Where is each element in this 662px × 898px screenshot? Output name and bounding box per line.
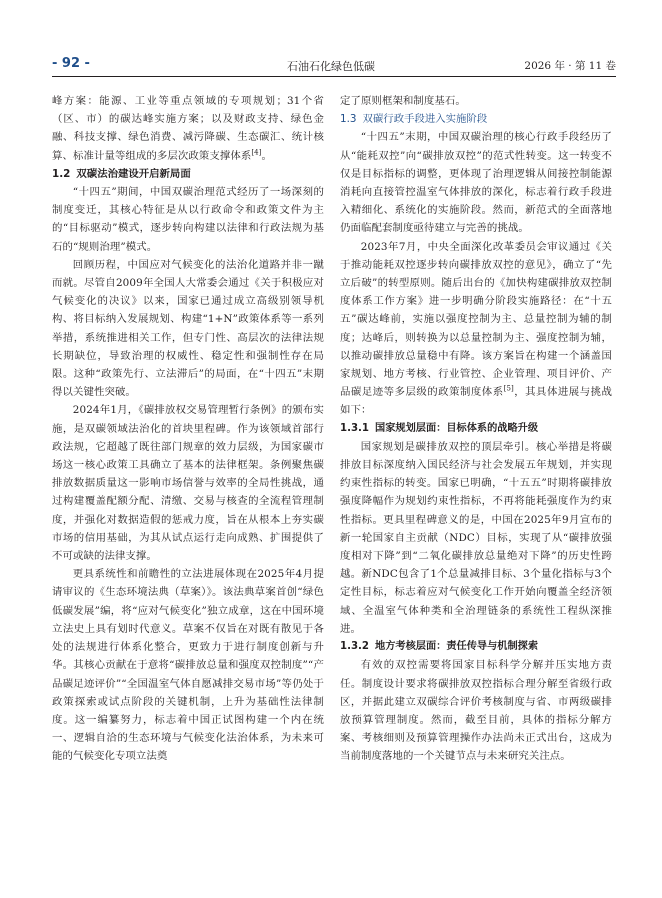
- header-divider: [52, 76, 616, 77]
- citation-ref[interactable]: [4]: [251, 148, 262, 157]
- paragraph: 更具系统性和前瞻性的立法进展体现在2025年4月提请审议的《生态环境法典（草案）》。该法典草案首创“绿色低碳发展”编，将“应对气候变化”独立成章，这在中国环境立法史上具有划时代意义。草案不仅旨在对既有散见于各处的法规进行体系化整合，更致力于进行制度创新与升华。其核心贡献在于意将“碳排放总量和强度双控制度”“产品碳足迹评价”“全国温室气体自愿减排交易市场”等仍处于政策探索或试点阶段的关键机制，上升为基础性法律制度。这一编纂努力，标志着中国正试图构建一个内在统一、逻辑自洽的生态环境与气候变化法治体系，为未来可能的气候变化专项立法奠: [52, 568, 324, 763]
- page-number: - 92 -: [52, 56, 90, 71]
- paragraph: 2023年7月，中央全面深化改革委员会审议通过《关于推动能耗双控逐步转向碳排放双控的意见》，确立了“先立后破”的转型原则。随后出台的《加快构建碳排放双控制度体系工作方案》进一步明确分阶段实施路径：在“十五五”碳达峰前，实施以强度控制为主、总量控制为辅的制度；达峰后，则转换为以总量控制为主、强度控制为辅，以推动碳排放总量稳中有降。该方案旨在构建一个涵盖国家规划、地方考核、行业管控、企业管理、项目评价、产品碳足迹等多层级的政策制度体系[5]，其具体进展与挑战如下：: [340, 240, 612, 417]
- paragraph: 2024年1月，《碳排放权交易管理暂行条例》的颁布实施，是双碳领域法治化的首块里程碑。作为该领域首部行政法规，它超越了既往部门规章的效力层级，为国家碳市场这一核心政策工具确立了基本的法律框架。条例聚焦碳排放数据质量这一影响市场信誉与效率的全局性挑战，通过构建覆盖配额分配、清缴、交易与核查的全流程管理制度，并强化对数据造假的惩戒力度，旨在从根本上夯实碳市场的信用基础，为其从试点运行走向成熟、扩围提供了不可或缺的法律支撑。: [52, 404, 324, 563]
- paragraph: 回顾历程，中国应对气候变化的法治化道路并非一蹴而就。尽管自2009年全国人大常委会通过《关于积极应对气候变化的决议》以来，国家已通过成立高级别领导机构、将目标纳入发展规划、构建“1+N”政策体系等一系列举措，系统推进相关工作，但专门性、高层次的法律法规长期缺位，导致治理的权威性、稳定性和强制性存在局限。这种“政策先行、立法滞后”的局面，在“十四五”末期得以关键性突破。: [52, 258, 324, 399]
- paragraph: 国家规划是碳排放双控的顶层牵引。核心举措是将碳排放目标深度纳入国民经济与社会发展五年规划，并实现约束性指标的转变。国家已明确，“十五五”时期将碳排放强度降幅作为规划约束性指标，不再将能耗强度作为约束性指标。更具里程碑意义的是，中国在2025年9月宣布的新一轮国家自主贡献（NDC）目标，实现了从“碳排放强度相对下降”到“二氧化碳排放总量绝对下降”的历史性跨越。新NDC包含了1个总量减排目标、3个量化指标与3个定性目标，标志着应对气候变化工作开始向覆盖全经济领域、全温室气体种类和全治理链条的系统性工程纵深推进。: [340, 440, 612, 635]
- section-heading-1-3: 1.3 双碳行政手段进入实施阶段: [340, 113, 488, 126]
- left-column: [52, 92, 324, 766]
- paragraph: “十四五”期间，中国双碳治理范式经历了一场深刻的制度变迁，其核心特征是从以行政命令和政策文件为主的“目标驱动”模式，逐步转向构建以法律和行政法规为基石的“规则治理”模式。: [52, 186, 324, 253]
- paragraph: 峰方案：能源、工业等重点领域的专项规划；31个省（区、市）的碳达峰实施方案；以及财政支持、绿色金融、科技支撑、绿色消费、减污降碳、生态碳汇、统计核算、标准计量等组成的多层次政策支撑体系[4]。: [52, 95, 324, 162]
- section-heading-1-2: 1.2 双碳法治建设开启新局面: [52, 167, 191, 180]
- right-column: [340, 92, 612, 766]
- journal-title: 石油石化绿色低碳: [287, 60, 375, 73]
- paragraph: 有效的双控需要将国家目标科学分解并压实地方责任。制度设计要求将碳排放双控指标合理分解至省级行政区，并据此建立双碳综合评价考核制度与省、市两级碳排放预算管理制度。然而，截至目前，具体的指标分解方案、考核细则及预算管理操作办法尚未正式出台，这成为当前制度落地的一个关键节点与未来研究关注点。: [340, 659, 612, 763]
- citation-ref[interactable]: [5]: [503, 384, 514, 393]
- section-heading-1-3-1: 1.3.1 国家规划层面：目标体系的战略升级: [340, 422, 539, 434]
- paragraph: 定了原则框架和制度基石。: [340, 95, 466, 107]
- paragraph: “十四五”末期，中国双碳治理的核心行政手段经历了从“能耗双控”向“碳排放双控”的范式性转变。这一转变不仅是目标指标的调整，更体现了治理逻辑从间接控制能源消耗向直接管控温室气体排放的深化，标志着行政手段进入精细化、系统化的实施阶段。然而，新范式的全面落地仍面临配套制度亟待建立与完善的挑战。: [340, 131, 612, 235]
- page-header: [0, 0, 662, 86]
- section-heading-1-3-2: 1.3.2 地方考核层面：责任传导与机制探索: [340, 641, 539, 653]
- issue-label: 2026 年 · 第 11 卷: [524, 60, 616, 72]
